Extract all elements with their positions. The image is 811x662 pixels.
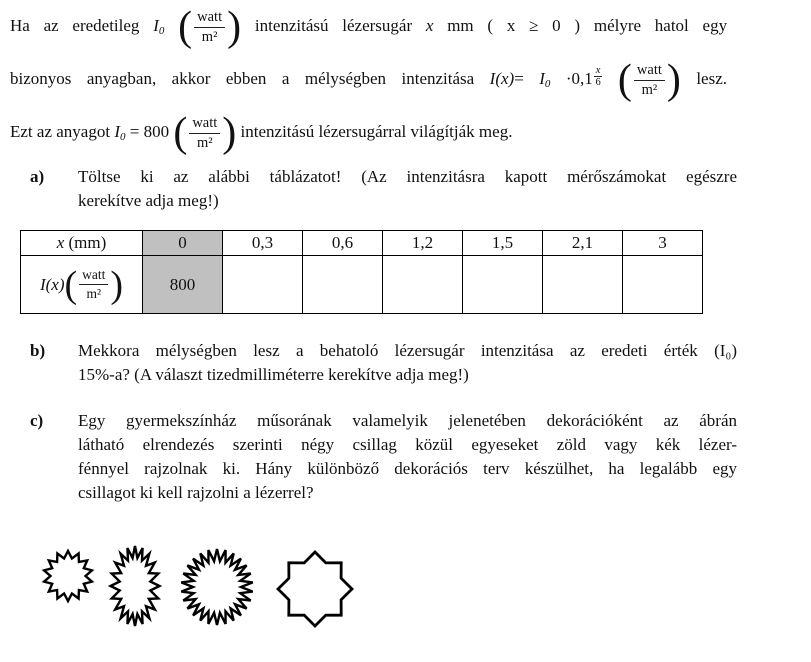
function-ix: I(x) (489, 68, 515, 88)
intro-line-2-text-end: lesz. (696, 68, 728, 88)
item-c-line-4: csillagot ki kell rajzolni a lézerrel? (78, 483, 314, 502)
star-eight-point-shape (278, 552, 352, 626)
variable-x: x (425, 15, 434, 35)
table-i-cell-1 (223, 256, 303, 314)
fraction: $\frac{\text{watt}}{\text{m²}}$ (187, 115, 222, 151)
table-i-cell-0: 800 (143, 256, 223, 314)
table-header-row (21, 231, 703, 256)
item-a-text (78, 165, 737, 213)
item-b-marker: b) (30, 341, 46, 360)
item-a-line-1: Töltse ki az alábbi táblázatot! (Az intenzitásra kapott mérőszámokat egészre (78, 167, 737, 186)
variable-i0: I0 (539, 68, 551, 90)
intro-line-3-text-pre: Ezt az anyagot (10, 121, 111, 141)
intro-line-2-text-pre: bizonyos anyagban, akkor ebben a mélységben intenzitása (10, 68, 475, 88)
table-i-cell-6 (623, 256, 703, 314)
condition-x-ge-0: ( x ≥ 0 ) (487, 15, 581, 35)
item-c-marker: c) (30, 411, 44, 430)
unit-fraction-watt-m2 (618, 57, 681, 103)
right-paren: ) (110, 263, 124, 306)
item-c-line-1: Egy gyermekszínház műsorának valamelyik jelenetében dekorációként az ábrán (78, 411, 737, 430)
starburst-small-icon (40, 548, 96, 604)
variable-i0: I0 (153, 15, 165, 37)
unit-fraction-watt-m2 (173, 110, 236, 156)
table-i-cell-4 (463, 256, 543, 314)
intro-line-3 (10, 110, 727, 156)
item-b (10, 339, 737, 387)
equals-sign: = (514, 68, 524, 88)
intro-line-1-text-pre: Ha az eredetileg (10, 15, 140, 35)
table-x-cell-1: 0,3 (223, 231, 303, 256)
item-a-marker: a) (30, 167, 45, 186)
table-row-label-ix (21, 256, 143, 314)
unit-fraction-watt-m2 (178, 4, 241, 50)
row-label-formula: I(x) ( $\frac{\text{watt}}{\text{m²}}$ ) (39, 263, 124, 306)
unit-fraction-watt-m2 (64, 264, 123, 306)
table-x-cell-6: 3 (623, 231, 703, 256)
item-c (10, 409, 737, 505)
starburst-large-shape (181, 549, 252, 625)
table-i-cell-2 (303, 256, 383, 314)
left-paren: ( (173, 110, 188, 156)
item-c-text (78, 409, 737, 505)
left-paren: ( (617, 57, 632, 103)
starburst-oval-shape (111, 546, 160, 626)
table-i-cell-3 (383, 256, 463, 314)
intro-line-1-text-end: mélyre hatol egy (593, 15, 728, 35)
fraction: $\frac{\text{watt}}{\text{m²}}$ (632, 62, 667, 98)
item-a-line-2: kerekítve adja meg!) (78, 191, 219, 210)
intensity-table (20, 230, 703, 314)
equals-800: = 800 (129, 121, 170, 141)
item-b-line-2: 15%-a? (A választ tizedmilliméterre kerekítve adja meg!) (78, 365, 469, 384)
exponent-fraction-x-6: $\frac{x}{6}$ (595, 64, 601, 89)
intro-line-1 (10, 4, 727, 50)
intro-line-1-text-post: intenzitású lézersugár (254, 15, 413, 35)
item-c-line-3: fénnyel rajzolnak ki. Hány különböző dekorációs terv készülhet, ha legalább egy (78, 459, 737, 478)
starburst-large-icon (178, 546, 256, 628)
item-b-line-1: Mekkora mélységben lesz a behatoló lézersugár intenzitása az eredeti érték (I₀) (78, 341, 737, 360)
variable-i0: I0 (114, 121, 126, 143)
table-x-cell-3: 1,2 (383, 231, 463, 256)
decay-base: 0,1 (571, 68, 593, 88)
table-x-cell-4: 1,5 (463, 231, 543, 256)
fraction: $\frac{\text{watt}}{\text{m²}}$ (192, 9, 227, 45)
starburst-small-shape (44, 551, 92, 601)
left-paren: ( (64, 263, 78, 306)
table-values-row (21, 256, 703, 314)
unit-mm: mm (447, 15, 474, 35)
intro-line-2 (10, 57, 727, 103)
right-paren: ) (227, 4, 242, 50)
item-b-text (78, 339, 737, 387)
item-c-line-2: látható elrendezés szerinti négy csillag közül egyeseket zöld vagy kék lézer- (78, 435, 737, 454)
star-eight-point-icon (276, 550, 354, 628)
right-paren: ) (222, 110, 237, 156)
left-paren: ( (178, 4, 193, 50)
table-i-cell-5 (543, 256, 623, 314)
multiplication-dot: · (565, 68, 572, 88)
table-x-cell-0: 0 (143, 231, 223, 256)
table-header-x-label: x (mm) (21, 231, 143, 256)
table-x-cell-5: 2,1 (543, 231, 623, 256)
table-x-cell-2: 0,6 (303, 231, 383, 256)
intro-line-3-text-end: intenzitású lézersugárral világítják meg. (240, 121, 513, 141)
starburst-oval-icon (108, 544, 162, 628)
item-a (10, 165, 737, 213)
fraction: $\frac{\text{watt}}{\text{m²}}$ (77, 267, 110, 301)
right-paren: ) (666, 57, 681, 103)
